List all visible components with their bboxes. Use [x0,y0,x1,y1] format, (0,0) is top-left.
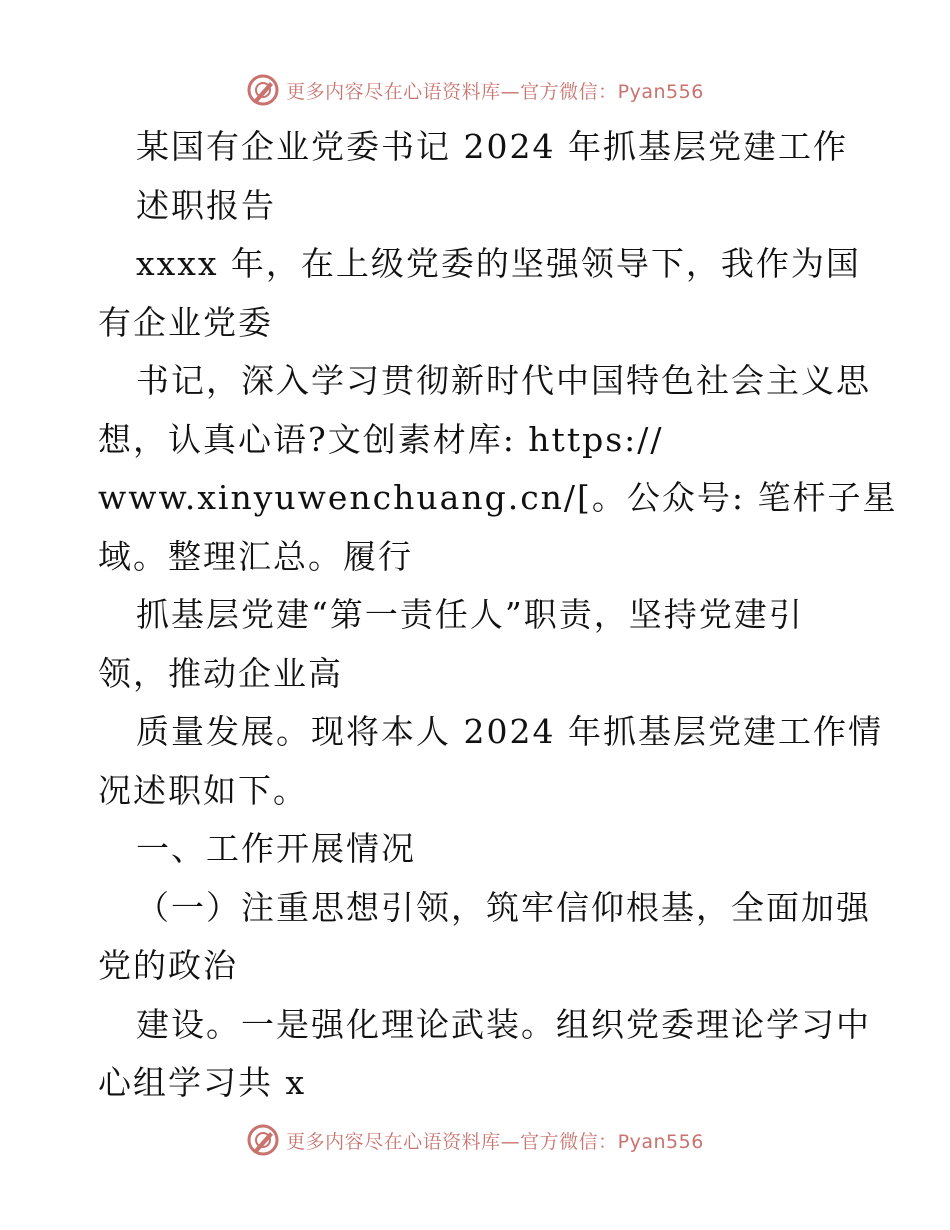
text-line: 域。整理汇总。履行 [98,536,413,576]
text-line: 想，认真心语?文创素材库: https:// [98,419,664,459]
text-line: 领，推动企业高 [98,653,343,693]
pen-logo-icon [246,1123,280,1157]
text-line: 有企业党委 [98,302,273,342]
text-line: 建设。一是强化理论武装。组织党委理论学习中 [136,1004,871,1044]
text-line: 质量发展。现将本人 2024 年抓基层党建工作情 [136,712,883,751]
pen-logo-icon [246,73,280,107]
text-line: 抓基层党建“第一责任人”职责，坚持党建引 [136,595,804,634]
text-line: www.xinyuwenchuang.cn/[。公众号: 笔杆子星 [98,478,898,517]
text-line: （一）注重思想引领，筑牢信仰根基，全面加强 [136,887,871,927]
document-body [98,118,898,1113]
text-line: 党的政治 [98,946,238,985]
text-line: 况述职如下。 [98,770,308,810]
text-line: xxxx 年，在上级党委的坚强领导下，我作为国 [136,244,861,283]
text-line: 述职报告 [136,185,276,225]
text-line: 一、工作开展情况 [136,829,416,868]
footer-banner [0,1120,950,1160]
banner-text: 更多内容尽在心语资料库—官方微信：Pyan556 [286,80,704,103]
text-line: 心组学习共 x [98,1063,307,1102]
text-line: 书记，深入学习贯彻新时代中国特色社会主义思 [136,361,871,400]
text-line: 某国有企业党委书记 2024 年抓基层党建工作 [136,127,848,166]
banner-text: 更多内容尽在心语资料库—官方微信：Pyan556 [286,1130,704,1153]
header-banner [0,70,950,110]
